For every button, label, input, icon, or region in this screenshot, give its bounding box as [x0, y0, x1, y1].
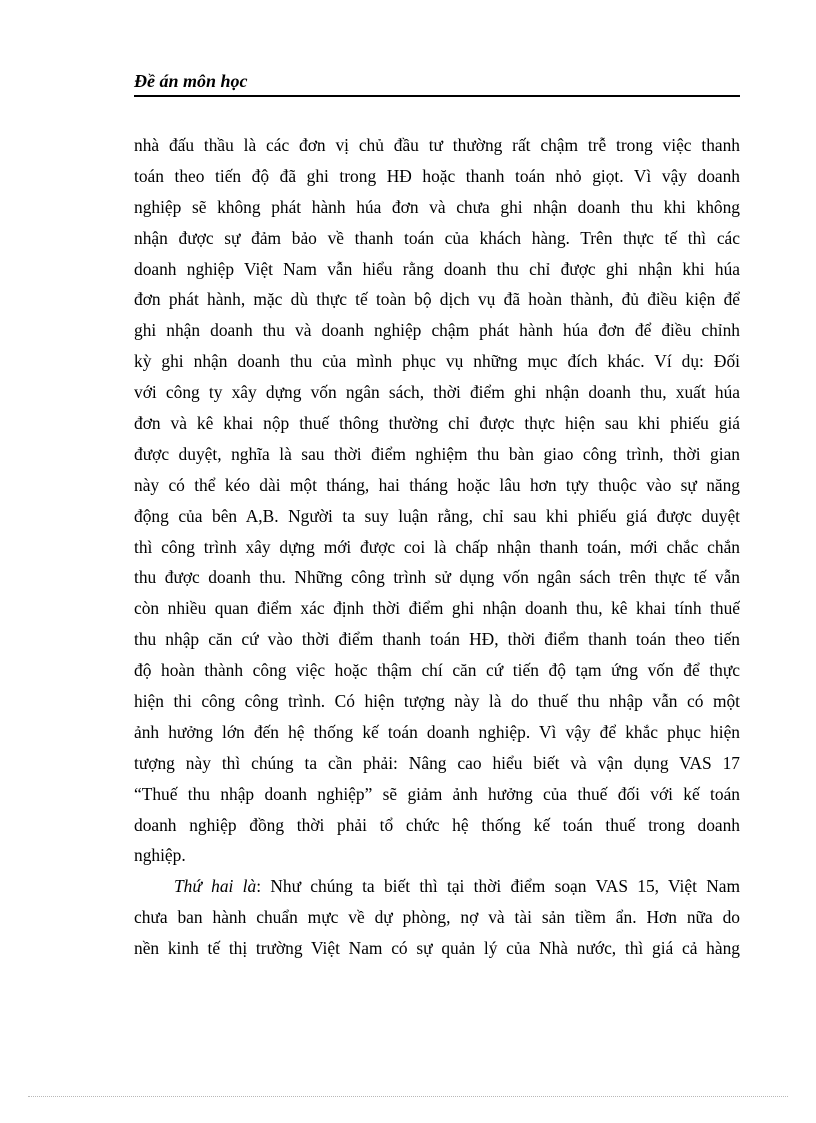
text-line: thu được doanh thu. Những công trình sử dụng vốn ngân sách trên thực tế vẫn: [134, 567, 740, 588]
paragraph-1: [134, 130, 740, 871]
text-line: đơn và kê khai nộp thuế thông thường chỉ được thực hiện sau khi phiếu giá: [134, 413, 740, 434]
text-line: nghiệp.: [134, 845, 186, 866]
text-line: thu nhập căn cứ vào thời điểm thanh toán HĐ, thời điểm thanh toán theo tiến: [134, 629, 740, 650]
paragraph-lead-continuation: : Như chúng ta biết thì tại thời điểm soạn VAS 15, Việt Nam: [256, 876, 740, 897]
text-line: chưa ban hành chuẩn mực về dự phòng, nợ và tài sản tiềm ẩn. Hơn nữa do: [134, 907, 740, 928]
text-line: động của bên A,B. Người ta suy luận rằng, chỉ sau khi phiếu giá được duyệt: [134, 505, 740, 526]
text-line: kỳ ghi nhận doanh thu của mình phục vụ những mục đích khác. Ví dụ: Đối: [134, 351, 740, 372]
text-line: với công ty xây dựng vốn ngân sách, thời điểm ghi nhận doanh thu, xuất húa: [134, 382, 740, 403]
text-line: nghiệp sẽ không phát hành húa đơn và chưa ghi nhận doanh thu khi không: [134, 196, 740, 217]
text-line: hiện thi công công trình. Có hiện tượng này là do thuế thu nhập vẫn có một: [134, 691, 740, 712]
text-line: doanh nghiệp đồng thời phải tổ chức hệ thống kế toán thuế trong doanh: [134, 814, 740, 835]
text-line: “Thuế thu nhập doanh nghiệp” sẽ giảm ảnh hưởng của thuế đối với kế toán: [134, 783, 740, 804]
document-body: [134, 130, 740, 964]
text-line: toán theo tiến độ đã ghi trong HĐ hoặc thanh toán nhỏ giọt. Vì vậy doanh: [134, 165, 740, 186]
page-bottom-border: [28, 1096, 788, 1097]
text-line: tượng này thì chúng ta cần phải: Nâng cao hiểu biết và vận dụng VAS 17: [134, 752, 740, 773]
text-line: [134, 871, 740, 902]
text-line: doanh nghiệp Việt Nam vẫn hiểu rằng doanh thu chỉ được ghi nhận khi húa: [134, 258, 740, 279]
paragraph-lead: Thứ hai là: [174, 876, 257, 897]
page-header: [134, 69, 740, 97]
text-line: này có thể kéo dài một tháng, hai tháng hoặc lâu hơn tựy thuộc vào sự năng: [134, 474, 740, 495]
text-line: còn nhiều quan điểm xác định thời điểm ghi nhận doanh thu, kê khai tính thuế: [134, 598, 740, 619]
text-line: ghi nhận doanh thu và doanh nghiệp chậm phát hành húa đơn để điều chỉnh: [134, 320, 740, 341]
text-line: được duyệt, nghĩa là sau thời điểm nghiệm thu bàn giao công trình, thời gian: [134, 443, 740, 464]
text-line: nhà đấu thầu là các đơn vị chủ đầu tư thường rất chậm trễ trong việc thanh: [134, 135, 740, 155]
text-line: độ hoàn thành công việc hoặc thậm chí căn cứ tiến độ tạm ứng vốn để thực: [134, 660, 740, 681]
text-line: thì công trình xây dựng mới được coi là chấp nhận thanh toán, mới chắc chắn: [134, 536, 740, 557]
text-line: nền kinh tế thị trường Việt Nam có sự quản lý của Nhà nước, thì giá cả hàng: [134, 938, 740, 959]
text-line: ảnh hưởng lớn đến hệ thống kế toán doanh nghiệp. Vì vậy để khắc phục hiện: [134, 721, 740, 742]
header-title: Đề án môn học: [134, 71, 248, 91]
paragraph-2: [134, 871, 740, 964]
text-line: nhận được sự đảm bảo về thanh toán của khách hàng. Trên thực tế thì các: [134, 227, 740, 248]
text-line: đơn phát hành, mặc dù thực tế toàn bộ dịch vụ đã hoàn thành, đủ điều kiện để: [134, 289, 740, 310]
